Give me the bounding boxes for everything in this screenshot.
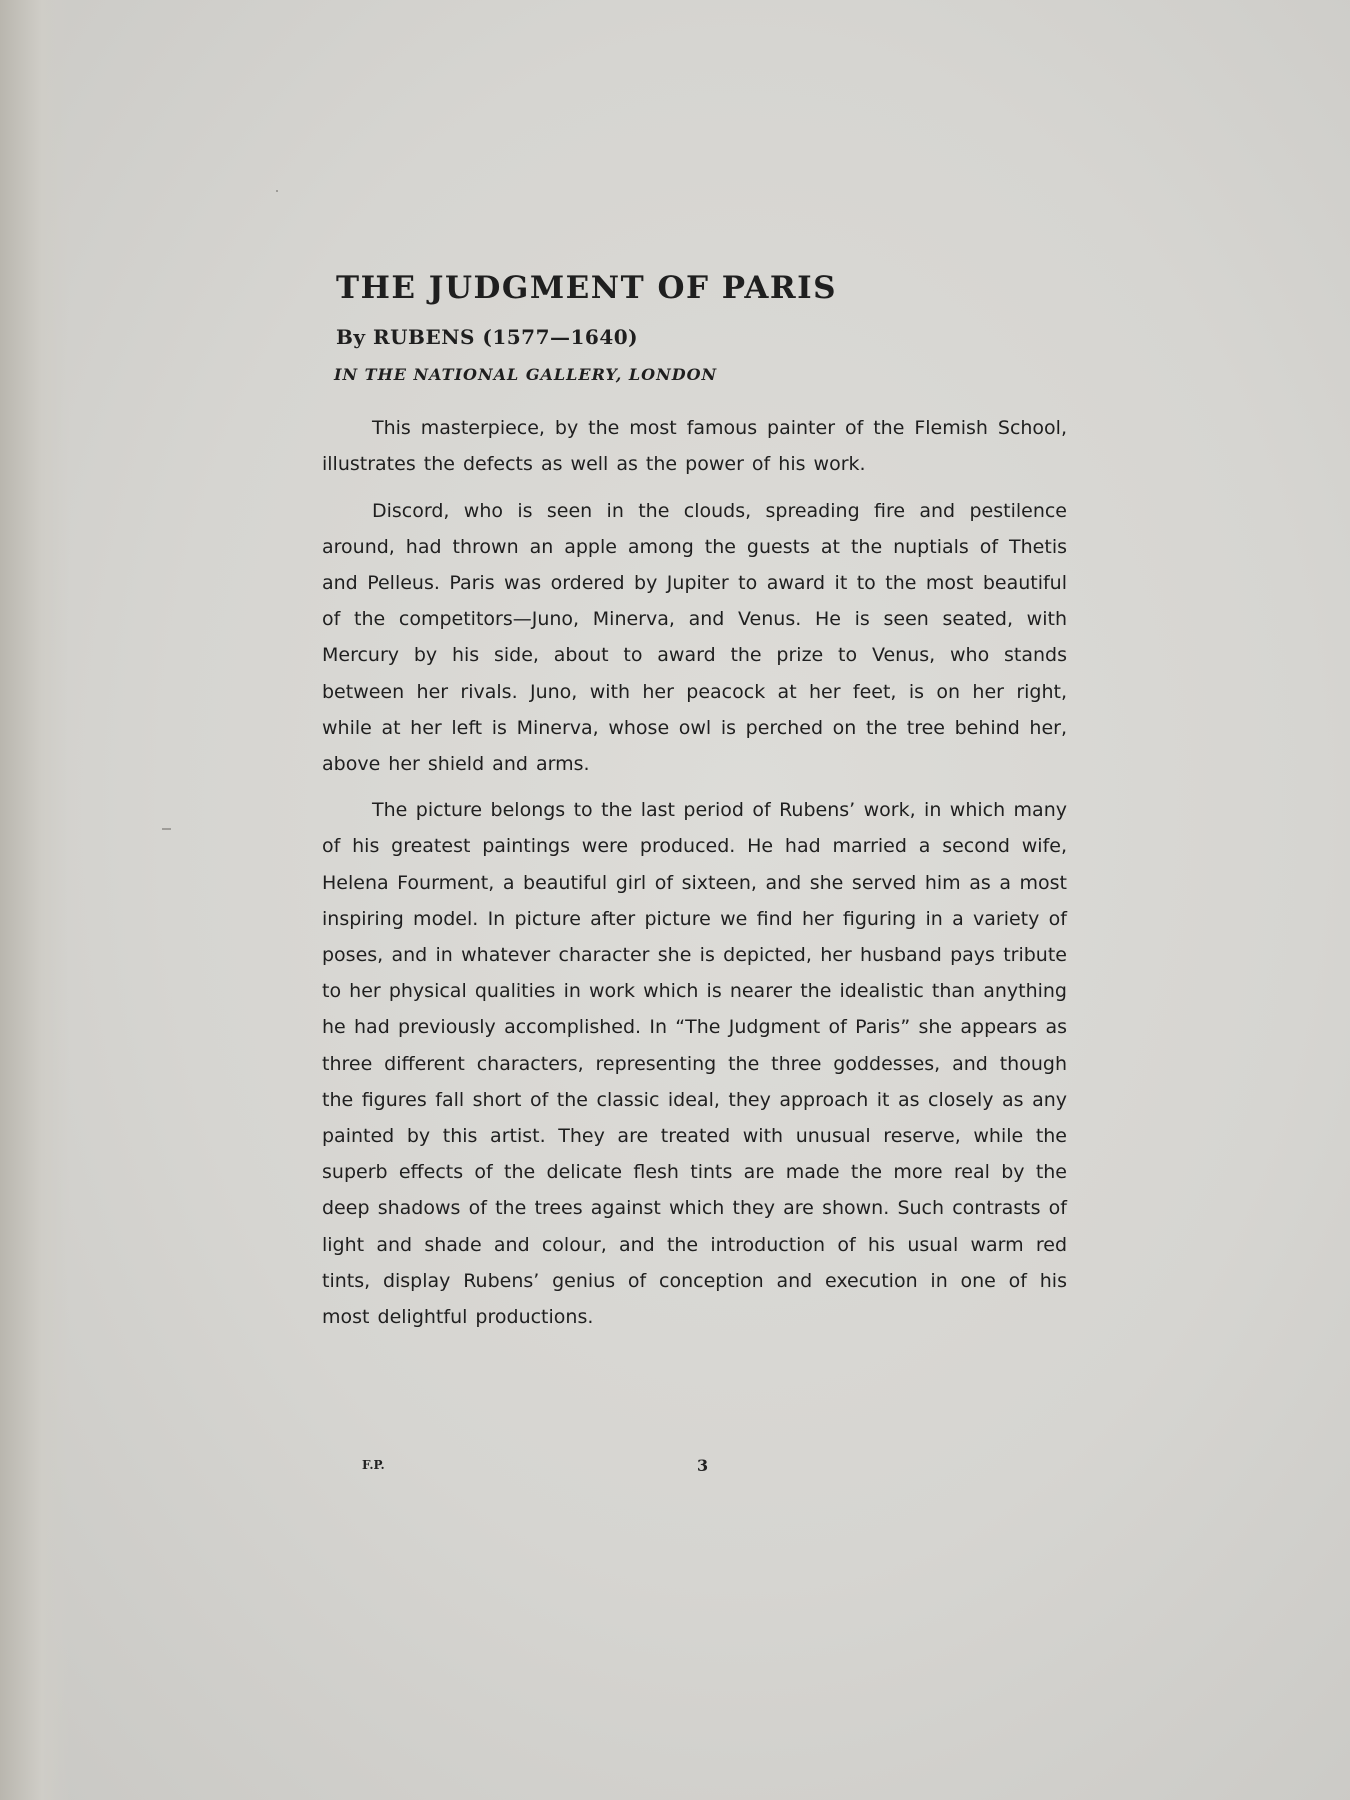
author-initials: F.P. [362, 1458, 385, 1472]
article [322, 270, 1067, 1345]
article-location: IN THE NATIONAL GALLERY, LONDON [334, 365, 718, 385]
paragraph-story: Discord, who is seen in the clouds, spreading fire and pestilence around, had thrown an apple among the guests at the nuptials of Thetis and Pelleus. Paris was ordered by Jupiter to award it to the most beautiful of the competitors—Juno, Minerva, and Venus. He is seen seated, with Mercury by his side, about to award the prize to Venus, who stands between her rivals. Juno, with her peacock at her feet, is on her right, while at her left is Minerva, whose owl is perched on the tree behind her, above her shield and arms. [322, 499, 1067, 776]
page-number: 3 [697, 1456, 709, 1475]
article-title: THE JUDGMENT OF PARIS [336, 270, 838, 306]
paper-speck [162, 828, 171, 830]
article-byline: By RUBENS (1577—1640) [336, 325, 639, 350]
paragraph-analysis: The picture belongs to the last period of Rubens’ work, in which many of his greatest paintings were produced. He had married a second wife, Helena Fourment, a beautiful girl of sixteen, and she served him as a most inspiring model. In picture after picture we find her figuring in a variety of poses, and in whatever character she is depicted, her husband pays tribute to her physical qualities in work which is nearer the idealistic than anything he had previously accomplished. In “The Judgment of Paris” she appears as three different characters, representing the three goddesses, and though the figures fall short of the classic ideal, they approach it as closely as any painted by this artist. They are treated with unusual reserve, while the superb effects of the delicate flesh tints are made the more real by the deep shadows of the trees against which they are shown. Such contrasts of light and shade and colour, and the introduction of his usual warm red tints, display Rubens’ genius of conception and execution in one of his most delightful productions. [322, 799, 1067, 1329]
page-footer [322, 1456, 1067, 1480]
paper-speck [276, 190, 278, 192]
paragraph-intro: This masterpiece, by the most famous painter of the Flemish School, illustrates the defects as well as the power of his work. [322, 417, 1067, 476]
